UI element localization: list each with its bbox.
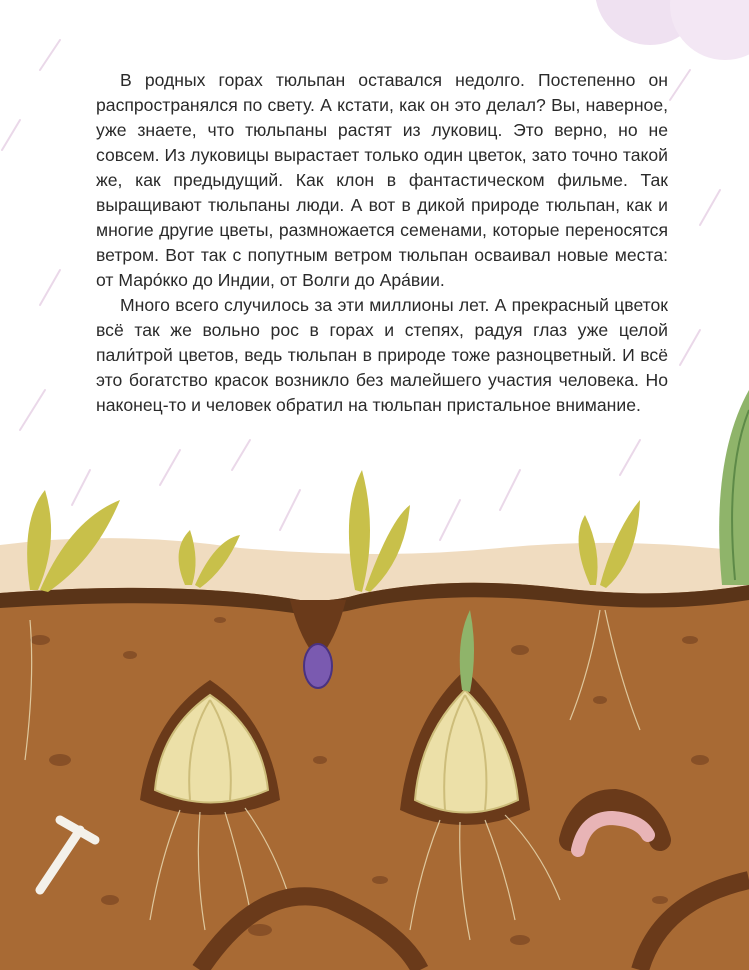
paragraph-2: Много всего случилось за эти миллионы лет. А прекрасный цветок всё так же вольно рос в горах и степях, радуя глаз уже целой пали́трой цветов, ведь тюльпан в природе тоже разноцветный. И всё это богатство красок возникло без малейшего участия человека. Но наконец-то и человек обратил на тюльпан пристальное внимание. <box>96 295 668 415</box>
soil-layer <box>0 583 749 970</box>
body-text <box>96 68 668 418</box>
cloud-icon <box>595 0 749 60</box>
seed-icon <box>304 644 332 688</box>
paragraph-1: В родных горах тюльпан оставался недолго. Постепенно он распространялся по свету. А кстати, как он это делал? Вы, наверное, уже знаете, что тюльпаны растят из луковиц. Это верно, но не совсем. Из луковицы вырастает только один цветок, зато точно такой же, как предыдущий. Как клон в фантастическом фильме. Так выращивают тюльпаны люди. А вот в дикой природе тюльпан, как и многие другие цветы, размножается семенами, которые переносятся ветром. Вот так с попутным ветром тюльпан осваивал новые места: от Маро́кко до Индии, от Волги до Ара́вии. <box>96 70 668 290</box>
